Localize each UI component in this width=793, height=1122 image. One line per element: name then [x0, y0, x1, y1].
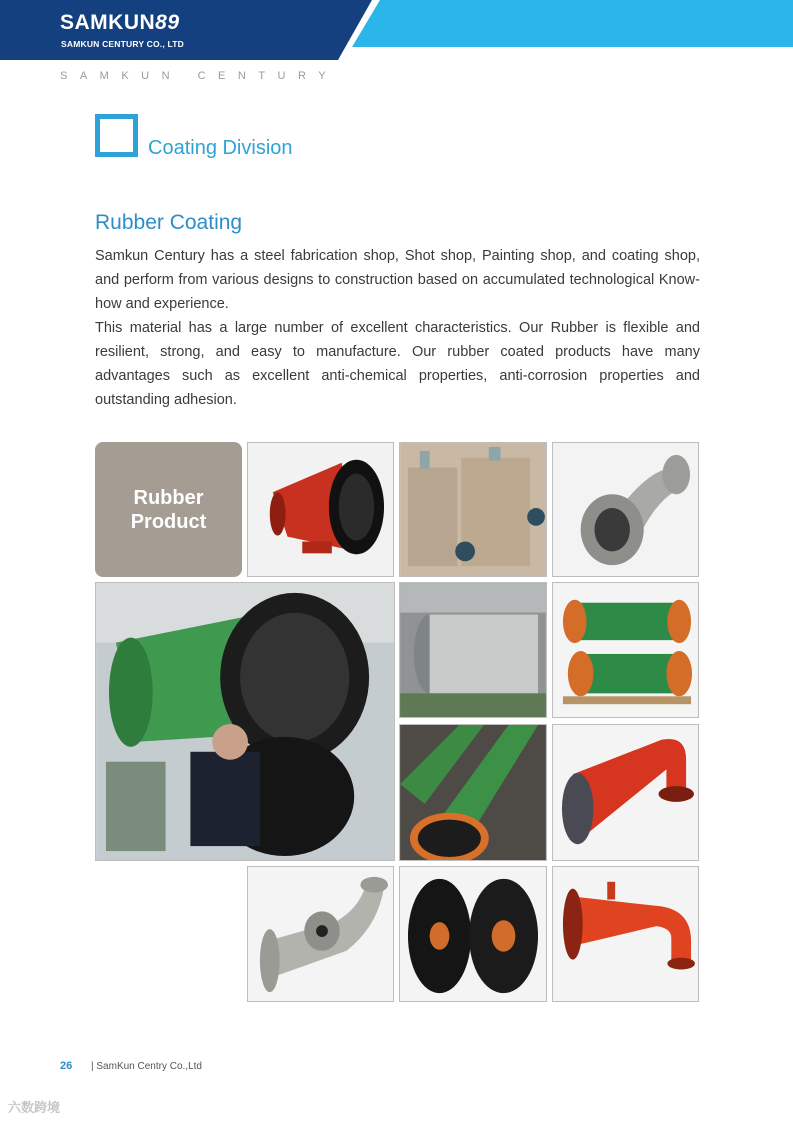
red-elbow-pipe-photo	[552, 724, 699, 861]
watermark: 六数跨境	[8, 1100, 61, 1115]
steel-elbow-photo	[552, 442, 699, 577]
company-logo	[60, 12, 180, 33]
page-header	[0, 0, 793, 60]
rubber-product-label	[95, 442, 242, 577]
square-outline-icon	[95, 114, 138, 157]
steel-tanks-photo	[399, 442, 547, 577]
brand-strip: SAMKUN CENTURY	[60, 70, 339, 82]
paragraph-2: This material has a large number of excellent characteristics. Our Rubber is flexible and resilient, strong, and easy to manufacture. Our rubber coated products have many advantages such as excellent anti-chemical properties, anti-corrosion properties and outstanding adhesion.	[95, 320, 700, 408]
green-pipes-crate-photo	[552, 582, 699, 718]
green-pipes-row-photo	[399, 724, 547, 861]
logo-wordmark: SAMKUN	[60, 11, 156, 34]
rubber-product-label-text: Rubber Product	[130, 486, 207, 533]
page-number: 26	[60, 1060, 73, 1072]
division-title: Coating Division	[148, 137, 293, 159]
paragraph-1: Samkun Century has a steel fabrication shop, Shot shop, Painting shop, and coating shop, and perform from various designs to construction based on accumulated technological Know-how and experience.	[95, 248, 700, 312]
section-title: Rubber Coating	[95, 211, 243, 234]
logo-subtitle: SAMKUN CENTURY CO., LTD	[61, 39, 184, 49]
grey-elbow-pipe-photo	[247, 866, 394, 1002]
footer-company: | SamKun Centry Co.,Ltd	[91, 1061, 202, 1072]
red-reducer-pipe-photo	[247, 442, 394, 577]
large-vessel-photo	[399, 582, 547, 718]
red-pipe-elbow-photo	[552, 866, 699, 1002]
worker-lining-large-pipe-photo	[95, 582, 395, 861]
black-flanges-photo	[399, 866, 547, 1002]
body-text	[95, 244, 700, 412]
logo-number: 89	[155, 11, 180, 34]
